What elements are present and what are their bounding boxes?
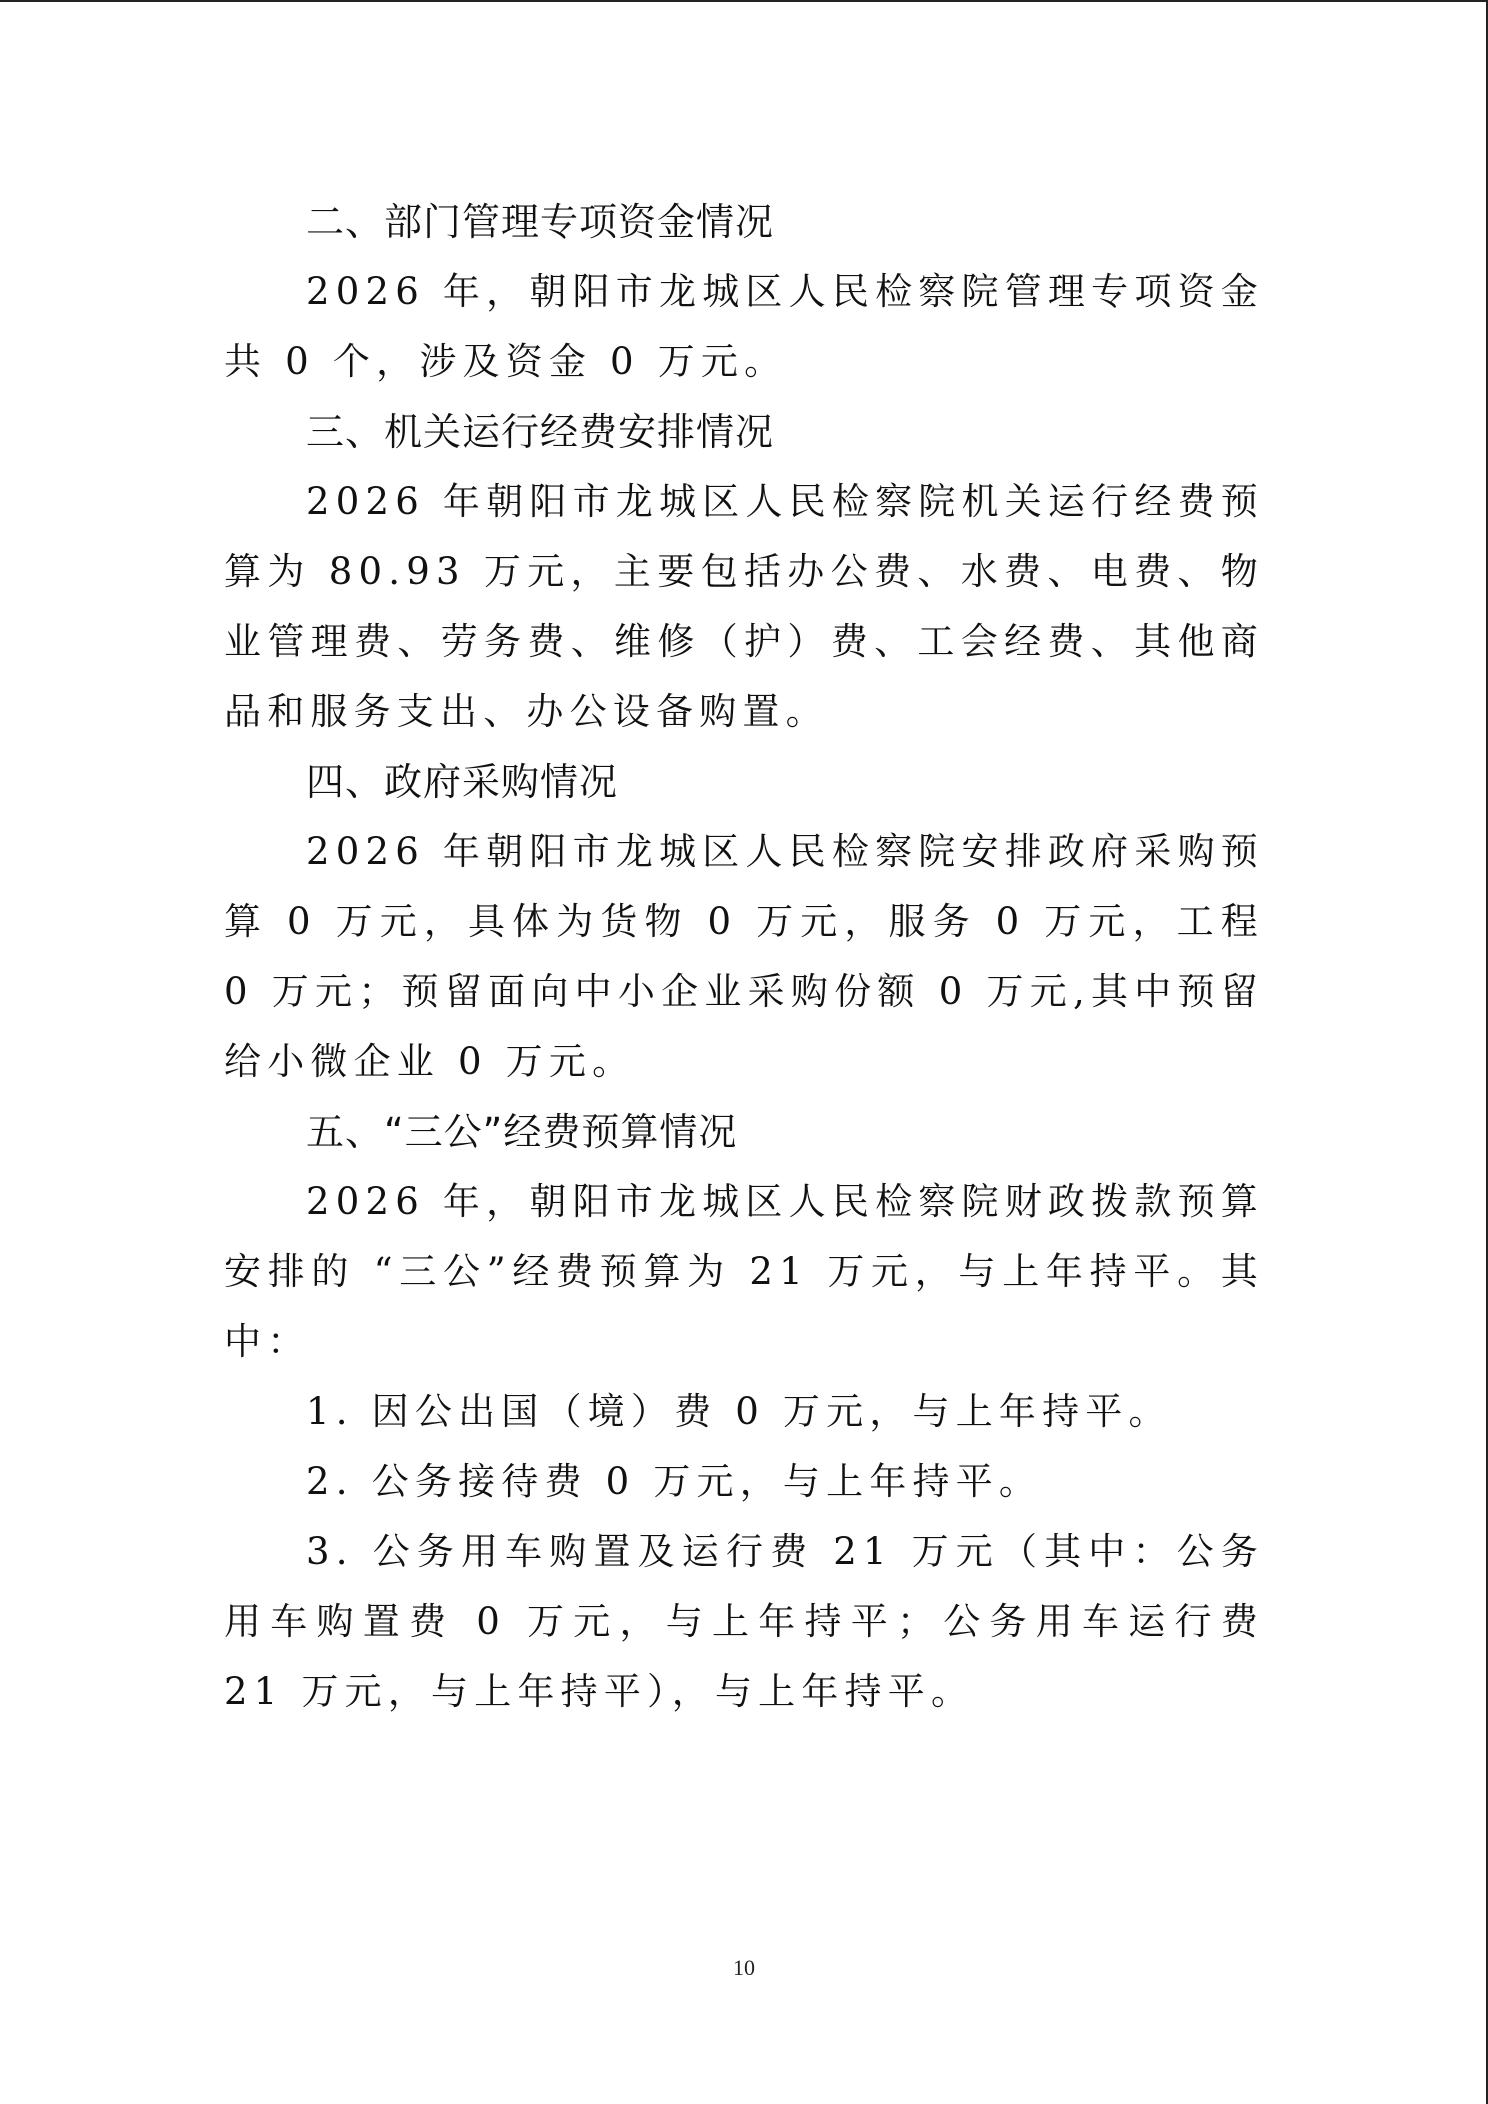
section-heading-three-public: 五、“三公”经费预算情况 <box>306 1110 738 1154</box>
section-heading-special-funds: 二、部门管理专项资金情况 <box>306 200 775 244</box>
section-paragraph-procurement: 2026 年朝阳市龙城区人民检察院安排政府采购预算 0 万元，具体为货物 0 万元，服务 0 万元，工程 0 万元；预留面向中小企业采购份额 0 万元,其中预留给小微企业 0 万元。 <box>224 830 1264 1083</box>
document-body <box>224 187 1264 1727</box>
section-paragraph-special-funds: 2026 年，朝阳市龙城区人民检察院管理专项资金共 0 个，涉及资金 0 万元。 <box>224 270 1264 383</box>
section-heading-procurement: 四、政府采购情况 <box>306 760 619 804</box>
page-top-border <box>0 0 1488 2</box>
section-paragraph-three-public: 2026 年，朝阳市龙城区人民检察院财政拨款预算安排的 “三公”经费预算为 21 万元，与上年持平。其中： <box>224 1180 1264 1363</box>
list-item-overseas-travel: 1. 因公出国（境）费 0 万元，与上年持平。 <box>306 1390 1172 1433</box>
page-number: 10 <box>733 1955 755 1980</box>
section-paragraph-operating-expenses: 2026 年朝阳市龙城区人民检察院机关运行经费预算为 80.93 万元，主要包括办公费、水费、电费、物业管理费、劳务费、维修（护）费、工会经费、其他商品和服务支出、办公设备购置。 <box>224 480 1264 733</box>
section-heading-operating-expenses: 三、机关运行经费安排情况 <box>306 410 775 454</box>
list-item-reception: 2. 公务接待费 0 万元，与上年持平。 <box>306 1460 1043 1503</box>
list-item-official-vehicles: 3. 公务用车购置及运行费 21 万元（其中：公务用车购置费 0 万元，与上年持平；公务用车运行费 21 万元，与上年持平），与上年持平。 <box>224 1530 1264 1713</box>
